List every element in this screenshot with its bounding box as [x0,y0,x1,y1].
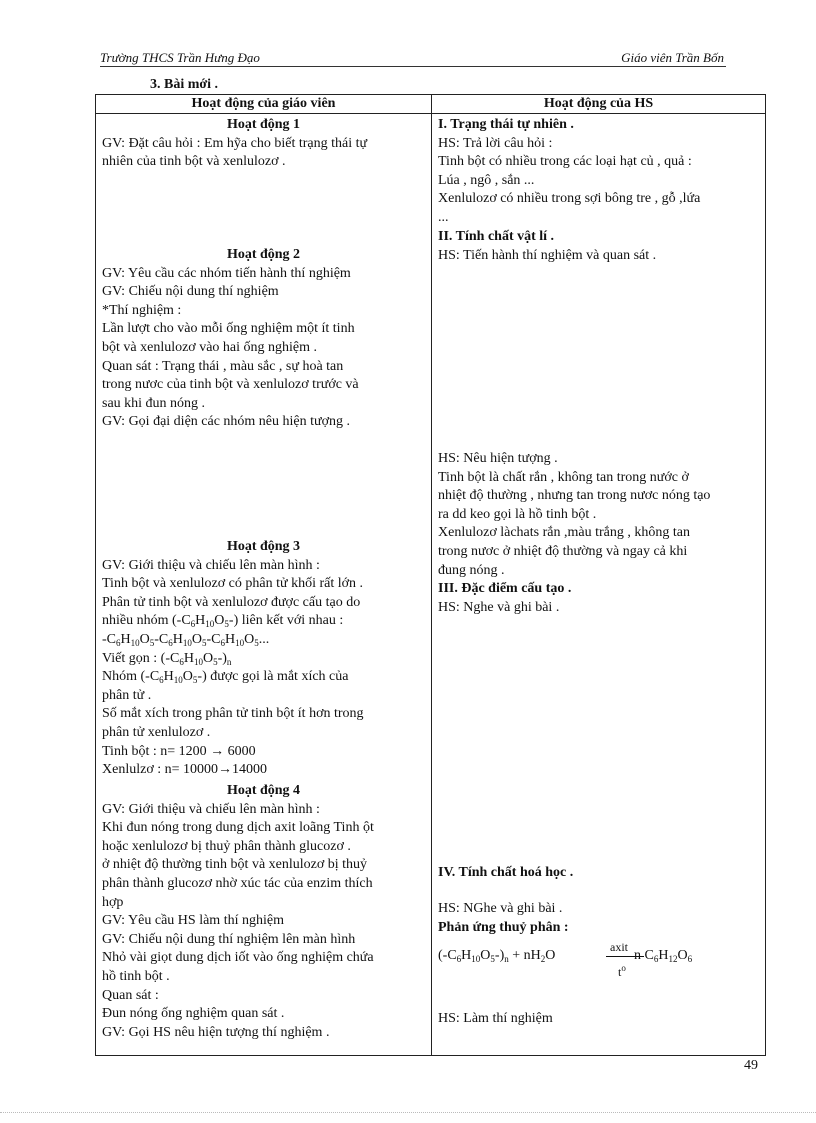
text-line: Khi đun nóng trong dung dịch axit loãng Tinh ột [102,820,374,836]
text-line: *Thí nghiệm : [102,302,182,318]
section-1-title: I. Trạng thái tự nhiên . [438,117,574,132]
text-line: Số mắt xích trong phân tử tinh bột ít hơn trong [102,706,364,722]
header-school: Trường THCS Trần Hưng Đạo [100,50,260,65]
student-column [432,114,766,1056]
text-line: GV: Yêu cầu HS làm thí nghiệm [102,913,284,929]
text-line: GV: Chiếu nội dung thí nghiệm [102,284,279,300]
text-line: GV: Chiếu nội dung thí nghiệm lên màn hình [102,931,356,947]
text-line: ở nhiệt độ thường tinh bột và xenlulozơ bị thuỷ [102,857,368,873]
text-line: Lúa , ngô , sắn ... [438,172,535,188]
text-line: Phân tử tinh bột và xenlulozơ được cấu tạo do [102,594,361,610]
formula-line: $-C_6H_{10}O_5-C_6H_{10}O_5-C_6H_{10}O_5$... [102,631,270,648]
text-line: hoặc xenlulozơ bị thuỷ phân thành glucozơ . [102,838,351,854]
teacher-column [96,114,432,1056]
activity-3 [102,538,425,780]
text-line: phân tử xenlulozơ . [102,724,211,740]
text-line: GV: Giới thiệu và chiếu lên màn hình : [102,801,320,817]
text-line: Lần lượt cho vào mỗi ống nghiệm một ít tinh [102,321,355,337]
activity-2 [102,246,425,432]
page-number: 49 [744,1058,758,1073]
activity-1-title: Hoạt động 1 [226,117,301,132]
column-header-teacher: Hoạt động của giáo viên [96,95,432,114]
text-line: GV: Đặt câu hỏi : Em hỹa cho biết trạng thái tự [102,135,368,151]
reaction-product: n $C_6H_{12}O_6$ [634,948,693,964]
lesson-table [95,94,766,1056]
section-3-title: III. Đặc điểm cấu tạo . [438,581,572,596]
text-line: HS: Làm thí nghiệm [438,1011,553,1026]
text-line: Xenlulozơ làchats rắn ,màu trắng , không tan [438,525,690,541]
activity-2-title: Hoạt động 2 [226,247,301,262]
text-line: trong nươc ở nhiệt độ thường và ngay cả khi [438,543,688,559]
text-line: Tinh bột và xenlulozơ có phân tử khối rất lớn . [102,576,364,592]
text-line: Xenlulzơ : n= 10000→14000 [102,762,268,778]
formula-line: Viết gọn : $(-C_6H_{10}O_5-)_n$ [102,650,232,667]
section-2-title: II. Tính chất vật lí . [438,229,555,244]
text-line: Quan sát : Trạng thái , màu sắc , sự hoà tan [102,358,344,374]
activity-1 [102,116,425,172]
text-line: phân tử . [102,687,152,703]
section-4-title: IV. Tính chất hoá học . [438,865,574,880]
reaction-condition: $t^o$ [618,963,626,979]
text-line: GV: Gọi HS nêu hiện tượng thí nghiệm . [102,1024,330,1040]
activity-4 [102,782,425,1042]
text-line: HS: Nêu hiện tượng . [438,451,558,466]
student-section-4-body [438,900,759,937]
text-line: nhiên của tinh bột và xenlulozơ . [102,154,286,170]
hydrolysis-reaction [438,940,758,992]
text-line: trong nươc của tinh bột và xenlulozơ trước và [102,377,359,393]
text-line: Xenlulozơ có nhiều trong sợi bông tre , gỗ ,lứa [438,191,701,207]
header-teacher: Giáo viên Trần Bốn [621,50,724,65]
text-line: Đun nóng ống nghiệm quan sát . [102,1006,285,1022]
text-line: Nhỏ vài giọt dung dịch iốt vào ống nghiệm chứa [102,950,374,966]
text-line: hồ tinh bột . [102,968,170,984]
student-section-3 [438,580,759,617]
text-line: HS: Nghe và ghi bài . [438,599,560,615]
reaction-catalyst: axit [610,940,628,954]
text-line: bột và xenlulozơ vào hai ống nghiệm . [102,339,318,355]
text-line: HS: Trả lời câu hỏi : [438,135,553,151]
text-line: Tinh bột có nhiều trong các loại hạt củ , quả : [438,154,692,170]
text-line: ... [438,209,449,225]
text-line: Quan sát : [102,987,159,1003]
reaction-heading: Phản ứng thuỷ phân : [438,919,569,935]
text-line: GV: Gọi đại diện các nhóm nêu hiện tượng . [102,414,351,430]
header-rule [100,66,726,67]
student-section-2 [438,228,759,265]
text-line: hợp [102,894,124,910]
text-line: HS: NGhe và ghi bài . [438,901,563,916]
footer-rule [0,1112,816,1113]
text-line: GV: Yêu cầu các nhóm tiến hành thí nghiệm [102,265,351,281]
text-line: HS: Tiến hành thí nghiệm và quan sát . [438,247,657,263]
text-line: phân thành glucozơ nhờ xúc tác của enzim thích [102,875,373,891]
activity-3-title: Hoạt động 3 [226,539,301,554]
text-line: nhiệt độ thường , nhưng tan trong nươc nóng tạo [438,488,711,504]
student-experiment [438,1010,759,1029]
student-observation [438,450,759,580]
formula-line: Nhóm $(-C_6H_{10}O_5-)$ được gọi là mắt xích của [102,669,349,686]
text-line: Tinh bột là chất rắn , không tan trong nước ở [438,469,689,485]
student-section-4 [438,864,759,883]
text-line: ra dd keo gọi là hồ tinh bột . [438,506,597,522]
column-header-student: Hoạt động của HS [432,95,766,114]
section-title: 3. Bài mới . [150,77,219,92]
formula-line: nhiều nhóm $(-C_6H_{10}O_5-)$ liên kết với nhau : [102,613,344,630]
text-line: sau khi đun nóng . [102,395,206,411]
reaction-reactants: $(-C_6H_{10}O_5-)_n + nH_2O$ [438,948,556,964]
activity-4-title: Hoạt động 4 [226,783,301,798]
student-section-1 [438,116,759,228]
text-line: đung nóng . [438,562,505,578]
text-line: Tinh bột : n= 1200 → 6000 [102,743,256,759]
text-line: GV: Giới thiệu và chiếu lên màn hình : [102,557,320,573]
